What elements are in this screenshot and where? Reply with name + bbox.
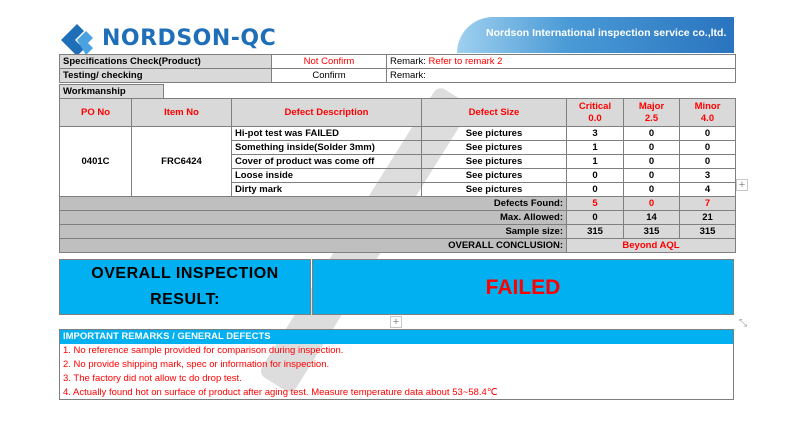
defect-critical: 1	[567, 155, 624, 169]
defect-row	[60, 127, 736, 141]
col-defect-description: Defect Description	[232, 99, 422, 127]
found-critical: 5	[567, 197, 624, 211]
testing-status: Confirm	[272, 69, 387, 83]
workmanship-label: Workmanship	[60, 85, 164, 99]
col-po-no: PO No	[60, 99, 132, 127]
critical-aql: 0.0	[588, 112, 602, 124]
col-minor	[680, 99, 736, 127]
defect-table	[59, 98, 736, 253]
defect-major: 0	[624, 127, 680, 141]
conclusion-row	[60, 239, 736, 253]
remark-item: 2. No provide shipping mark, spec or information for inspection.	[63, 359, 330, 370]
defect-major: 0	[624, 155, 680, 169]
sample-major: 315	[624, 225, 680, 239]
spec-remark-label: Remark:	[390, 56, 429, 67]
sample-size-label: Sample size:	[60, 225, 567, 239]
found-major: 0	[624, 197, 680, 211]
col-critical	[567, 99, 624, 127]
col-item-no: Item No	[132, 99, 232, 127]
defect-major: 0	[624, 183, 680, 197]
defect-critical: 3	[567, 127, 624, 141]
defect-major: 0	[624, 169, 680, 183]
defect-critical: 0	[567, 183, 624, 197]
col-major	[624, 99, 680, 127]
overall-result-value: FAILED	[485, 276, 561, 299]
overall-result-value-cell	[312, 259, 734, 315]
defect-critical: 1	[567, 141, 624, 155]
item-number: FRC6424	[132, 127, 232, 197]
summary-table	[59, 54, 736, 83]
max-allowed-label: Max. Allowed:	[60, 211, 567, 225]
workmanship-spacer	[164, 85, 736, 99]
minor-aql: 4.0	[700, 112, 715, 124]
remark-item: 4. Actually found hot on surface of product after aging test. Measure temperature data about 53~58.4℃	[63, 387, 498, 398]
resize-handle-icon[interactable]: ⤡	[739, 318, 747, 329]
defect-minor: 0	[680, 141, 736, 155]
defect-size: See pictures	[422, 155, 567, 169]
company-logo-text: NORDSON-QC	[102, 26, 277, 51]
overall-result-label: OVERALL INSPECTION	[91, 265, 279, 282]
po-number: 0401C	[60, 127, 132, 197]
defect-description: Cover of product was come off	[232, 155, 422, 169]
testing-remark: Remark:	[387, 69, 736, 83]
conclusion-value: Beyond AQL	[567, 239, 736, 253]
found-minor: 7	[680, 197, 736, 211]
company-banner-text: Nordson International inspection service co.,ltd.	[486, 27, 727, 39]
sample-size-row	[60, 225, 736, 239]
spec-check-remark	[387, 55, 736, 69]
col-defect-size: Defect Size	[422, 99, 567, 127]
overall-result-label-line2: RESULT:	[150, 291, 220, 308]
add-column-button[interactable]: +	[736, 179, 748, 191]
allowed-minor: 21	[680, 211, 736, 225]
major-aql: 2.5	[644, 112, 659, 124]
overall-result-label-cell	[59, 259, 311, 315]
remark-item: 3. The factory did not allow tc do drop test.	[63, 373, 242, 384]
defect-description: Loose inside	[232, 169, 422, 183]
sample-critical: 315	[567, 225, 624, 239]
spec-check-label: Specifications Check(Product)	[60, 55, 272, 69]
allowed-critical: 0	[567, 211, 624, 225]
sample-minor: 315	[680, 225, 736, 239]
remarks-box	[59, 329, 734, 400]
defect-minor: 3	[680, 169, 736, 183]
defect-major: 0	[624, 141, 680, 155]
critical-label: Critical	[578, 100, 612, 112]
remark-item: 1. No reference sample provided for comparison during inspection.	[63, 345, 344, 356]
defect-size: See pictures	[422, 183, 567, 197]
defects-found-row	[60, 197, 736, 211]
spec-check-status: Not Confirm	[272, 55, 387, 69]
max-allowed-row	[60, 211, 736, 225]
conclusion-label: OVERALL CONCLUSION:	[60, 239, 567, 253]
minor-label: Minor	[694, 100, 721, 112]
testing-label: Testing/ checking	[60, 69, 272, 83]
add-row-button[interactable]: +	[390, 316, 402, 328]
defect-minor: 4	[680, 183, 736, 197]
defect-critical: 0	[567, 169, 624, 183]
defect-description: Hi-pot test was FAILED	[232, 127, 422, 141]
allowed-major: 14	[624, 211, 680, 225]
remarks-heading: IMPORTANT REMARKS / GENERAL DEFECTS	[60, 330, 733, 344]
defect-size: See pictures	[422, 141, 567, 155]
defect-size: See pictures	[422, 127, 567, 141]
defect-description: Dirty mark	[232, 183, 422, 197]
spec-remark-value: Refer to remark 2	[428, 56, 503, 67]
defect-size: See pictures	[422, 169, 567, 183]
defect-minor: 0	[680, 155, 736, 169]
defects-found-label: Defects Found:	[60, 197, 567, 211]
major-label: Major	[638, 100, 665, 112]
defect-minor: 0	[680, 127, 736, 141]
defect-description: Something inside(Solder 3mm)	[232, 141, 422, 155]
workmanship-row	[59, 84, 736, 99]
